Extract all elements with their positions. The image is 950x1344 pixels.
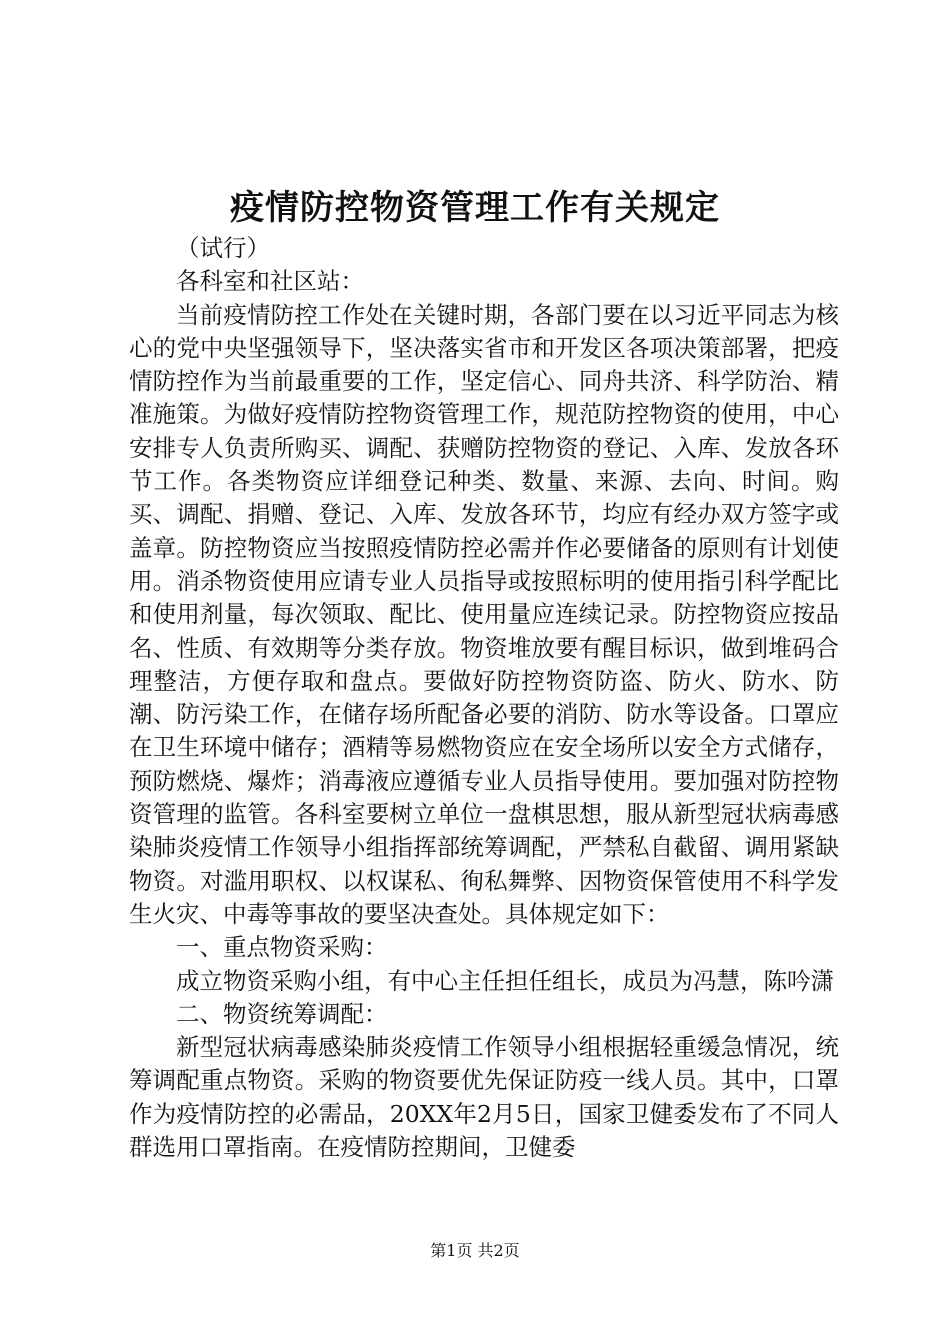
section-heading-procurement: 一、重点物资采购：: [176, 933, 388, 962]
procurement-paragraph: 成立物资采购小组，有中心主任担任组长，成员为冯慧，陈吟潇: [176, 966, 834, 995]
allocation-paragraph: 新型冠状病毒感染肺炎疫情工作领导小组根据轻重缓急情况，统筹调配重点物资。采购的物资要优先保证防疫一线人员。其中，口罩作为疫情防控的必需品，20XX年2月5日，国家卫健委发布了不同人群选用口罩指南。在疫情防控期间，卫健委: [129, 1033, 839, 1162]
intro-paragraph: 当前疫情防控工作处在关键时期，各部门要在以习近平同志为核心的党中央坚强领导下，坚决落实省市和开发区各项决策部署，把疫情防控作为当前最重要的工作，坚定信心、同舟共济、科学防治、精准施策。为做好疫情防控物资管理工作，规范防控物资的使用，中心安排专人负责所购买、调配、获赠防控物资的登记、入库、发放各环节工作。各类物资应详细登记种类、数量、来源、去向、时间。购买、调配、捐赠、登记、入库、发放各环节，均应有经办双方签字或盖章。防控物资应当按照疫情防控必需并作必要储备的原则有计划使用。消杀物资使用应请专业人员指导或按照标明的使用指引科学配比和使用剂量，每次领取、配比、使用量应连续记录。防控物资应按品名、性质、有效期等分类存放。物资堆放要有醒目标识，做到堆码合理整洁，方便存取和盘点。要做好防控物资防盗、防火、防水、防潮、防污染工作，在储存场所配备必要的消防、防水等设备。口罩应在卫生环境中储存；酒精等易燃物资应在安全场所以安全方式储存，预防燃烧、爆炸；消毒液应遵循专业人员指导使用。要加强对防控物资管理的监管。各科室要树立单位一盘棋思想，服从新型冠状病毒感染肺炎疫情工作领导小组指挥部统筹调配，严禁私自截留、调用紧缺物资。对滥用职权、以权谋私、徇私舞弊、因物资保管使用不科学发生火灾、中毒等事故的要坚决查处。具体规定如下：: [129, 300, 839, 928]
section-heading-allocation: 二、物资统筹调配：: [176, 999, 388, 1028]
trial-note: （试行）: [176, 234, 270, 262]
salutation: 各科室和社区站：: [176, 267, 364, 296]
document-title: 疫情防控物资管理工作有关规定: [230, 188, 720, 228]
page-number-footer: 第1页 共2页: [430, 1241, 520, 1260]
document-body: [129, 232, 839, 1164]
